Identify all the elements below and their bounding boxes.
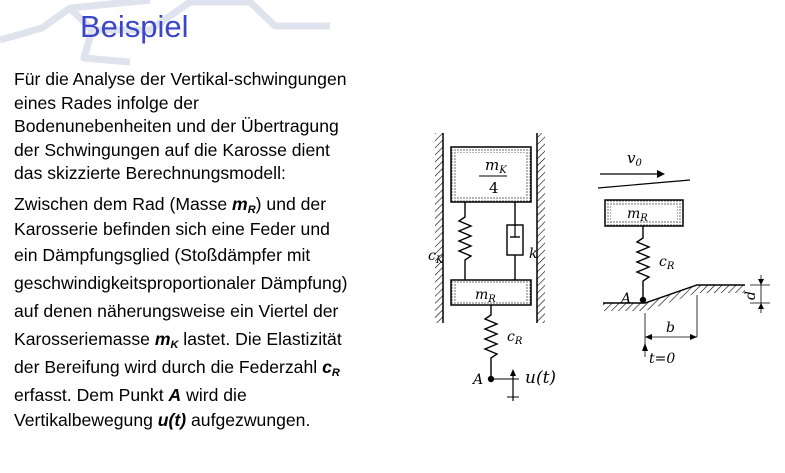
text-line: Bodenunebenheiten und der Übertragung — [14, 116, 339, 136]
label-mass-denominator: 4 — [489, 179, 499, 197]
text-line: Karosserie befinden sich eine Feder und — [14, 218, 330, 239]
label-velocity: $v_0$ — [627, 149, 642, 169]
label-mass-wheel: $m_R$ — [627, 206, 648, 224]
mechanical-model-figure — [415, 125, 785, 415]
text-line: Karosseriemasse $m_K$ lastet. Die Elastizität — [14, 329, 342, 351]
text-line: eines Rades infolge der — [14, 92, 199, 113]
label-mass-body: $m_K$ — [485, 156, 507, 176]
text-line: Für die Analyse der Vertikal-schwingungen — [14, 69, 347, 89]
label-time: t=0 — [649, 351, 676, 367]
text-line: das skizzierte Berechnungsmodell: — [14, 163, 286, 183]
left-wall — [435, 133, 443, 323]
text-line: auf denen näherungsweise ein Viertel der — [14, 301, 339, 321]
symbol-spring-rate: $c_R$ — [322, 357, 340, 379]
quarter-car-model — [428, 133, 556, 401]
label-mass-wheel: $m_R$ — [475, 287, 496, 305]
symbol-displacement: u(t) — [157, 410, 187, 430]
label-height: d — [743, 291, 759, 300]
symbol-mass-body: $m_K$ — [154, 329, 179, 351]
label-point-a: A — [621, 291, 632, 307]
description-paragraph — [14, 68, 434, 433]
damper — [507, 202, 523, 280]
text-line: Zwischen dem Rad (Masse $m_R$) und der — [14, 193, 327, 216]
velocity-arrow — [598, 180, 690, 188]
label-spring-tire: $c_R$ — [659, 254, 675, 272]
text-line: geschwindigkeitsproportionaler Dämpfung) — [14, 273, 348, 293]
text-line: ein Dämpfungsglied (Stoßdämpfer mit — [14, 245, 311, 265]
label-damper: k — [529, 246, 538, 262]
spring-body — [459, 202, 471, 280]
text-line: erfasst. Dem Punkt A wird die — [14, 385, 247, 405]
label-spring-body: $c_K$ — [428, 248, 444, 266]
wheel-on-road-model — [598, 149, 770, 367]
text-line: der Schwingungen auf die Karosse dient — [14, 139, 330, 160]
text-line: der Bereifung wird durch die Federzahl $c_R$ — [14, 357, 340, 379]
label-displacement: u(t) — [525, 368, 557, 388]
label-spring-tire: $c_R$ — [507, 329, 523, 347]
symbol-mass-wheel: $m_R$ — [232, 193, 256, 216]
slide-title: Beispiel — [80, 9, 189, 44]
label-point-a: A — [473, 372, 484, 388]
spring-tire — [637, 226, 649, 298]
spring-tire — [485, 305, 497, 377]
right-wall — [537, 133, 545, 323]
label-length: b — [666, 320, 675, 336]
text-line: Vertikalbewegung u(t) aufgezwungen. — [14, 410, 311, 430]
symbol-point-a: A — [168, 385, 182, 405]
